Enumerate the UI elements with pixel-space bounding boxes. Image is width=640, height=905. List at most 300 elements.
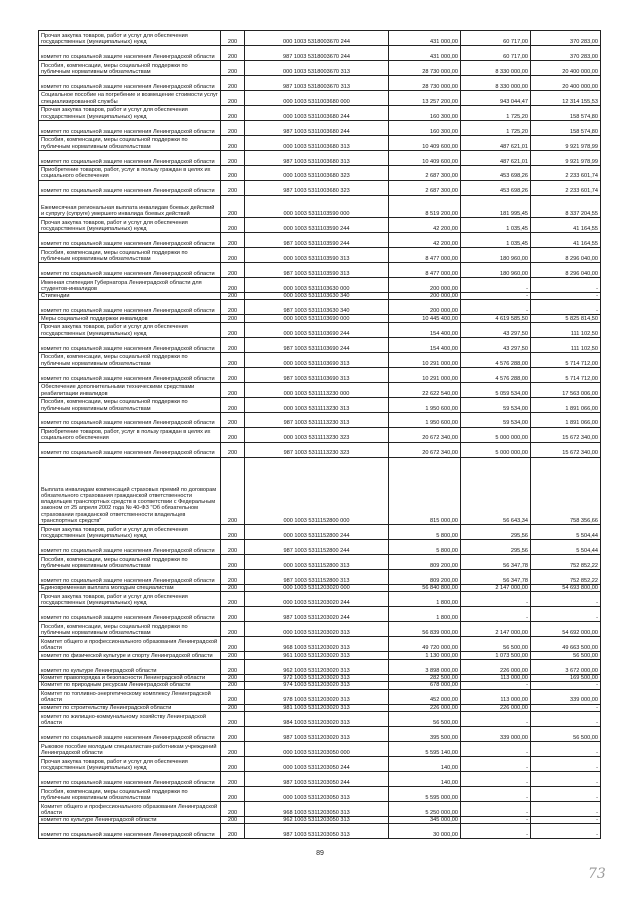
row-remaining-amount: 5 714 712,00 [531, 367, 601, 382]
row-remaining-amount: 9 921 978,99 [531, 135, 601, 150]
row-classification-code: 987 1003 5311203020 313 [245, 727, 389, 742]
row-executed-amount: 180 960,00 [461, 263, 531, 278]
row-remaining-amount: 12 314 155,53 [531, 90, 601, 105]
row-name: Выплата инвалидам компенсаций страховых премий по договорам обязательного страхования гражданской ответственности владельцев транспортных средств в соответствии с Федеральным законом от 25 апреля 2002 года № 40-ФЗ "Об обязательном страховании гражданской ответственности владельцев транспортных средств" [39, 457, 221, 524]
row-name: комитет по социальной защите населения Ленинградской области [39, 824, 221, 839]
row-name: Комитет общего и профессионального образования Ленинградской области [39, 801, 221, 816]
row-remaining-amount: 56 500,00 [531, 652, 601, 659]
row-remaining-amount: - [531, 816, 601, 823]
row-planned-amount: 154 400,00 [389, 322, 461, 337]
row-admin-code: 200 [221, 772, 245, 787]
row-classification-code: 000 1003 5311203020 313 [245, 622, 389, 637]
row-planned-amount: 42 200,00 [389, 233, 461, 248]
row-planned-amount: 5 595 140,00 [389, 742, 461, 757]
row-planned-amount: 678 000,00 [389, 682, 461, 689]
table-row [39, 150, 601, 165]
table-row [39, 180, 601, 195]
row-admin-code: 200 [221, 135, 245, 150]
table-row [39, 278, 601, 293]
row-remaining-amount: 2 233 601,74 [531, 165, 601, 180]
table-row [39, 248, 601, 263]
row-remaining-amount: - [531, 300, 601, 315]
row-classification-code: 000 1003 5311203050 000 [245, 742, 389, 757]
row-name: Пособия, компенсации, меры социальной поддержки по публичным нормативным обязательствам [39, 786, 221, 801]
row-classification-code: 000 1003 5311003680 313 [245, 135, 389, 150]
row-planned-amount: 809 200,00 [389, 554, 461, 569]
row-executed-amount: 295,56 [461, 525, 531, 540]
row-classification-code: 000 1003 5311003680 323 [245, 165, 389, 180]
table-row [39, 704, 601, 711]
row-classification-code: 987 1003 5311203050 313 [245, 824, 389, 839]
row-admin-code: 200 [221, 442, 245, 457]
row-classification-code: 987 1003 5311203050 244 [245, 772, 389, 787]
row-remaining-amount: - [531, 292, 601, 299]
row-admin-code: 200 [221, 682, 245, 689]
row-name: Прочая закупка товаров, работ и услуг для обеспечения государственных (муниципальных) нужд [39, 592, 221, 607]
table-row [39, 659, 601, 674]
row-remaining-amount: 15 672 340,00 [531, 427, 601, 442]
row-planned-amount: 226 000,00 [389, 704, 461, 711]
row-planned-amount: 56 840 800,00 [389, 584, 461, 591]
row-admin-code: 200 [221, 315, 245, 322]
row-classification-code: 000 1003 5311103690 244 [245, 322, 389, 337]
row-admin-code: 200 [221, 75, 245, 90]
row-remaining-amount: 49 663 500,00 [531, 637, 601, 652]
row-remaining-amount: 370 283,00 [531, 45, 601, 60]
row-name: комитет по культуре Ленинградской области [39, 659, 221, 674]
row-executed-amount: 43 297,50 [461, 322, 531, 337]
row-executed-amount: 2 147 000,00 [461, 622, 531, 637]
table-row [39, 233, 601, 248]
row-planned-amount: 20 672 340,00 [389, 442, 461, 457]
row-classification-code: 000 1003 5311113230 313 [245, 397, 389, 412]
row-planned-amount: 2 687 300,00 [389, 180, 461, 195]
row-remaining-amount: 158 574,80 [531, 105, 601, 120]
row-classification-code: 000 1003 5311103590 313 [245, 248, 389, 263]
row-admin-code: 200 [221, 457, 245, 524]
row-admin-code: 200 [221, 397, 245, 412]
row-planned-amount: 5 800,00 [389, 525, 461, 540]
row-name: Прочая закупка товаров, работ и услуг для обеспечения государственных (муниципальных) нужд [39, 218, 221, 233]
row-classification-code: 987 1003 5311103690 313 [245, 367, 389, 382]
row-classification-code: 987 1003 5311003680 244 [245, 120, 389, 135]
row-remaining-amount: 339 000,00 [531, 689, 601, 704]
row-executed-amount: 1 725,20 [461, 105, 531, 120]
row-planned-amount: 200 000,00 [389, 278, 461, 293]
table-row [39, 637, 601, 652]
row-admin-code: 200 [221, 233, 245, 248]
row-classification-code: 000 1003 5311103630 340 [245, 292, 389, 299]
row-remaining-amount: 8 296 040,00 [531, 248, 601, 263]
row-executed-amount: - [461, 682, 531, 689]
row-planned-amount: 282 500,00 [389, 674, 461, 681]
row-name: комитет по жилищно-коммунальному хозяйству Ленинградской области [39, 712, 221, 727]
row-remaining-amount: 169 500,00 [531, 674, 601, 681]
row-admin-code: 200 [221, 704, 245, 711]
row-name: Комитет по топливно-энергетическому комплексу Ленинградской области [39, 689, 221, 704]
row-name: Социальное пособие на погребение и возмещение стоимости услуг специализированной службы [39, 90, 221, 105]
row-executed-amount: 5 000 000,00 [461, 442, 531, 457]
table-row [39, 352, 601, 367]
row-admin-code: 200 [221, 622, 245, 637]
row-executed-amount: 43 297,50 [461, 337, 531, 352]
row-classification-code: 974 1003 5311203020 313 [245, 682, 389, 689]
row-executed-amount: - [461, 607, 531, 622]
row-remaining-amount: 15 672 340,00 [531, 442, 601, 457]
row-executed-amount: 56 643,34 [461, 457, 531, 524]
row-admin-code: 200 [221, 248, 245, 263]
table-row [39, 540, 601, 555]
row-name: комитет по социальной защите населения Ленинградской области [39, 180, 221, 195]
row-remaining-amount: - [531, 757, 601, 772]
row-name: комитет по строительству Ленинградской области [39, 704, 221, 711]
table-row [39, 322, 601, 337]
row-planned-amount: 10 409 600,00 [389, 150, 461, 165]
row-classification-code: 987 1003 5311152800 313 [245, 569, 389, 584]
table-row [39, 90, 601, 105]
row-admin-code: 200 [221, 292, 245, 299]
row-remaining-amount: - [531, 772, 601, 787]
row-executed-amount: 453 698,26 [461, 165, 531, 180]
table-row [39, 397, 601, 412]
row-classification-code: 987 1003 5311113230 313 [245, 412, 389, 427]
row-classification-code: 981 1003 5311203020 313 [245, 704, 389, 711]
row-executed-amount: 5 059 534,00 [461, 382, 531, 397]
row-remaining-amount: - [531, 712, 601, 727]
row-name: Пособия, компенсации, меры социальной поддержки по публичным нормативным обязательствам [39, 352, 221, 367]
table-row [39, 300, 601, 315]
row-admin-code: 200 [221, 652, 245, 659]
row-remaining-amount: 8 296 040,00 [531, 263, 601, 278]
table-row [39, 824, 601, 839]
table-row [39, 165, 601, 180]
row-classification-code: 987 1003 5311203020 244 [245, 607, 389, 622]
table-row [39, 382, 601, 397]
row-classification-code: 000 1003 5311113230 323 [245, 427, 389, 442]
row-remaining-amount: - [531, 592, 601, 607]
row-classification-code: 987 1003 5311103630 340 [245, 300, 389, 315]
row-classification-code: 978 1003 5311203020 313 [245, 689, 389, 704]
row-remaining-amount: 8 337 204,55 [531, 195, 601, 217]
row-planned-amount: 200 000,00 [389, 292, 461, 299]
row-name: комитет по социальной защите населения Ленинградской области [39, 607, 221, 622]
table-row [39, 427, 601, 442]
row-classification-code: 000 1003 5311203020 244 [245, 592, 389, 607]
row-remaining-amount: 5 714 712,00 [531, 352, 601, 367]
row-remaining-amount: 752 852,22 [531, 554, 601, 569]
row-planned-amount: 154 400,00 [389, 337, 461, 352]
row-name: комитет по социальной защите населения Ленинградской области [39, 45, 221, 60]
page-number: 89 [316, 850, 324, 857]
row-admin-code: 200 [221, 801, 245, 816]
row-admin-code: 200 [221, 165, 245, 180]
row-executed-amount: 226 000,00 [461, 704, 531, 711]
row-classification-code: 962 1003 5311203050 313 [245, 816, 389, 823]
row-classification-code: 987 1003 5311103690 244 [245, 337, 389, 352]
table-row [39, 554, 601, 569]
row-name: Прочая закупка товаров, работ и услуг для обеспечения государственных (муниципальных) нужд [39, 757, 221, 772]
row-classification-code: 000 1003 5311152800 244 [245, 525, 389, 540]
row-classification-code: 984 1003 5311203020 313 [245, 712, 389, 727]
row-admin-code: 200 [221, 727, 245, 742]
table-row [39, 105, 601, 120]
row-classification-code: 000 1003 5311103690 313 [245, 352, 389, 367]
row-remaining-amount: 3 672 000,00 [531, 659, 601, 674]
row-planned-amount: 452 000,00 [389, 689, 461, 704]
row-executed-amount: 453 698,26 [461, 180, 531, 195]
row-classification-code: 000 1003 5311003680 000 [245, 90, 389, 105]
table-row [39, 442, 601, 457]
row-planned-amount: 13 257 200,00 [389, 90, 461, 105]
row-name: Прочая закупка товаров, работ и услуг для обеспечения государственных (муниципальных) нужд [39, 31, 221, 46]
row-name: Именная стипендия Губернатора Ленинградской области для студентов-инвалидов [39, 278, 221, 293]
row-admin-code: 200 [221, 554, 245, 569]
row-remaining-amount: 20 400 000,00 [531, 60, 601, 75]
row-name: комитет по социальной защите населения Ленинградской области [39, 442, 221, 457]
row-remaining-amount: 370 283,00 [531, 31, 601, 46]
row-planned-amount: 10 409 600,00 [389, 135, 461, 150]
row-name: Пособия, компенсации, меры социальной поддержки по публичным нормативным обязательствам [39, 397, 221, 412]
table-row [39, 569, 601, 584]
row-executed-amount: 59 534,00 [461, 397, 531, 412]
row-remaining-amount: 41 164,55 [531, 233, 601, 248]
row-remaining-amount: - [531, 786, 601, 801]
row-planned-amount: 1 950 600,00 [389, 397, 461, 412]
row-admin-code: 200 [221, 120, 245, 135]
row-admin-code: 200 [221, 31, 245, 46]
row-executed-amount: 943 044,47 [461, 90, 531, 105]
row-admin-code: 200 [221, 689, 245, 704]
row-remaining-amount: 2 233 601,74 [531, 180, 601, 195]
row-admin-code: 200 [221, 427, 245, 442]
row-executed-amount: 4 619 585,50 [461, 315, 531, 322]
row-admin-code: 200 [221, 300, 245, 315]
budget-execution-table [38, 30, 601, 839]
row-name: Ежемесячная региональная выплата инвалидам боевых действий и супругу (супруге) умершего инвалида боевых действий [39, 195, 221, 217]
row-executed-amount: 113 000,00 [461, 674, 531, 681]
row-planned-amount: 10 291 000,00 [389, 352, 461, 367]
row-admin-code: 200 [221, 195, 245, 217]
row-planned-amount: 22 622 540,00 [389, 382, 461, 397]
row-name: комитет по социальной защите населения Ленинградской области [39, 120, 221, 135]
row-name: комитет по культуре Ленинградской области [39, 816, 221, 823]
row-executed-amount: 8 330 000,00 [461, 60, 531, 75]
row-planned-amount: 345 000,00 [389, 816, 461, 823]
table-body [39, 31, 601, 839]
row-remaining-amount: 56 500,00 [531, 727, 601, 742]
row-admin-code: 200 [221, 786, 245, 801]
row-name: Комитет правопорядка и безопасности Ленинградской области [39, 674, 221, 681]
row-classification-code: 987 1003 5311113230 323 [245, 442, 389, 457]
row-admin-code: 200 [221, 824, 245, 839]
row-classification-code: 000 1003 5311103690 000 [245, 315, 389, 322]
row-planned-amount: 30 000,00 [389, 824, 461, 839]
row-executed-amount: 339 000,00 [461, 727, 531, 742]
row-name: Обеспечение дополнительными техническими средствами реабилитации инвалидов [39, 382, 221, 397]
row-remaining-amount: 1 891 066,00 [531, 412, 601, 427]
row-planned-amount: 809 200,00 [389, 569, 461, 584]
row-remaining-amount: 752 852,22 [531, 569, 601, 584]
table-row [39, 315, 601, 322]
table-row [39, 367, 601, 382]
row-classification-code: 962 1003 5311203020 313 [245, 659, 389, 674]
row-remaining-amount: 54 692 000,00 [531, 622, 601, 637]
row-classification-code: 968 1003 5311203020 313 [245, 637, 389, 652]
row-remaining-amount: 1 891 066,00 [531, 397, 601, 412]
row-classification-code: 000 1003 5311103590 244 [245, 218, 389, 233]
row-classification-code: 987 1003 5318003670 313 [245, 75, 389, 90]
row-name: Пособия, компенсации, меры социальной поддержки по публичным нормативным обязательствам [39, 60, 221, 75]
row-planned-amount: 1 800,00 [389, 592, 461, 607]
row-classification-code: 000 1003 5311103590 000 [245, 195, 389, 217]
row-name: комитет по социальной защите населения Ленинградской области [39, 412, 221, 427]
row-admin-code: 200 [221, 540, 245, 555]
row-admin-code: 200 [221, 816, 245, 823]
row-admin-code: 200 [221, 742, 245, 757]
row-planned-amount: 10 445 400,00 [389, 315, 461, 322]
row-planned-amount: 49 720 000,00 [389, 637, 461, 652]
row-admin-code: 200 [221, 569, 245, 584]
row-name: Прочая закупка товаров, работ и услуг для обеспечения государственных (муниципальных) нужд [39, 525, 221, 540]
row-planned-amount: 56 500,00 [389, 712, 461, 727]
row-planned-amount: 28 730 000,00 [389, 60, 461, 75]
row-planned-amount: 42 200,00 [389, 218, 461, 233]
row-admin-code: 200 [221, 45, 245, 60]
row-classification-code: 000 1003 5318003670 313 [245, 60, 389, 75]
row-remaining-amount: 758 356,66 [531, 457, 601, 524]
row-executed-amount: 181 995,45 [461, 195, 531, 217]
row-planned-amount: 395 500,00 [389, 727, 461, 742]
row-planned-amount: 140,00 [389, 772, 461, 787]
row-remaining-amount: - [531, 801, 601, 816]
row-name: комитет по социальной защите населения Ленинградской области [39, 233, 221, 248]
row-classification-code: 961 1003 5311203020 313 [245, 652, 389, 659]
table-row [39, 816, 601, 823]
table-row [39, 786, 601, 801]
row-classification-code: 000 1003 5311152800 313 [245, 554, 389, 569]
row-executed-amount: 5 000 000,00 [461, 427, 531, 442]
table-row [39, 712, 601, 727]
table-row [39, 75, 601, 90]
row-executed-amount: 60 717,00 [461, 31, 531, 46]
row-admin-code: 200 [221, 263, 245, 278]
row-executed-amount: 56 347,78 [461, 554, 531, 569]
row-name: Комитет общего и профессионального образования Ленинградской области [39, 637, 221, 652]
row-name: Приобретение товаров, работ, услуг в пользу граждан в целях их социального обеспечения [39, 427, 221, 442]
row-planned-amount: 20 672 340,00 [389, 427, 461, 442]
row-executed-amount: 487 621,01 [461, 150, 531, 165]
row-classification-code: 000 1003 5311203020 000 [245, 584, 389, 591]
row-name: комитет по социальной защите населения Ленинградской области [39, 150, 221, 165]
row-name: Приобретение товаров, работ, услуг в пользу граждан в целях их социального обеспечения [39, 165, 221, 180]
row-admin-code: 200 [221, 412, 245, 427]
row-name: Меры социальной поддержки инвалидов [39, 315, 221, 322]
row-planned-amount: 2 687 300,00 [389, 165, 461, 180]
table-row [39, 337, 601, 352]
table-row [39, 292, 601, 299]
table-row [39, 457, 601, 524]
table-row [39, 652, 601, 659]
row-remaining-amount: 20 400 000,00 [531, 75, 601, 90]
row-name: Прочая закупка товаров, работ и услуг для обеспечения государственных (муниципальных) нужд [39, 322, 221, 337]
row-name: Стипендии [39, 292, 221, 299]
row-executed-amount: - [461, 801, 531, 816]
row-planned-amount: 3 898 000,00 [389, 659, 461, 674]
row-executed-amount: 113 000,00 [461, 689, 531, 704]
table-row [39, 525, 601, 540]
handwritten-page-mark: 73 [588, 866, 606, 882]
row-remaining-amount: - [531, 742, 601, 757]
row-executed-amount: - [461, 816, 531, 823]
row-executed-amount: - [461, 772, 531, 787]
table-row [39, 757, 601, 772]
row-executed-amount: 295,56 [461, 540, 531, 555]
row-admin-code: 200 [221, 278, 245, 293]
table-row [39, 135, 601, 150]
row-planned-amount: 8 477 000,00 [389, 263, 461, 278]
row-admin-code: 200 [221, 367, 245, 382]
table-row [39, 622, 601, 637]
row-executed-amount: - [461, 824, 531, 839]
row-remaining-amount: 158 574,80 [531, 120, 601, 135]
table-row [39, 60, 601, 75]
row-admin-code: 200 [221, 757, 245, 772]
row-name: комитет по социальной защите населения Ленинградской области [39, 300, 221, 315]
row-planned-amount: 140,00 [389, 757, 461, 772]
row-remaining-amount: 5 504,44 [531, 525, 601, 540]
row-executed-amount: - [461, 757, 531, 772]
row-planned-amount: 431 000,00 [389, 45, 461, 60]
row-classification-code: 000 1003 5311113230 000 [245, 382, 389, 397]
row-name: комитет по социальной защите населения Ленинградской области [39, 367, 221, 382]
row-executed-amount: 1 725,20 [461, 120, 531, 135]
row-executed-amount: 226 000,00 [461, 659, 531, 674]
row-admin-code: 200 [221, 90, 245, 105]
row-executed-amount: 56 347,78 [461, 569, 531, 584]
row-executed-amount: - [461, 300, 531, 315]
row-executed-amount: 2 147 000,00 [461, 584, 531, 591]
row-name: Комитет по природным ресурсам Ленинградской области [39, 682, 221, 689]
row-classification-code: 968 1003 5311203050 313 [245, 801, 389, 816]
row-planned-amount: 1 130 000,00 [389, 652, 461, 659]
row-remaining-amount: 54 693 800,00 [531, 584, 601, 591]
row-name: комитет по социальной защите населения Ленинградской области [39, 75, 221, 90]
row-name: Пособия, компенсации, меры социальной поддержки по публичным нормативным обязательствам [39, 248, 221, 263]
table-row [39, 772, 601, 787]
row-name: Пособия, компенсации, меры социальной поддержки по публичным нормативным обязательствам [39, 622, 221, 637]
row-planned-amount: 56 839 000,00 [389, 622, 461, 637]
row-classification-code: 987 1003 5311103590 313 [245, 263, 389, 278]
row-executed-amount: 1 035,45 [461, 233, 531, 248]
row-name: комитет по социальной защите населения Ленинградской области [39, 569, 221, 584]
row-classification-code: 000 1003 5311003680 244 [245, 105, 389, 120]
table-row [39, 674, 601, 681]
row-admin-code: 200 [221, 525, 245, 540]
row-admin-code: 200 [221, 607, 245, 622]
row-executed-amount: - [461, 786, 531, 801]
table-row [39, 742, 601, 757]
row-planned-amount: 8 519 200,00 [389, 195, 461, 217]
row-name: Рыковое пособие молодым специалистам-работникам учреждений Ленинградской области [39, 742, 221, 757]
table-row [39, 195, 601, 217]
row-name: комитет по социальной защите населения Ленинградской области [39, 727, 221, 742]
table-row [39, 45, 601, 60]
row-name: комитет по социальной защите населения Ленинградской области [39, 263, 221, 278]
row-planned-amount: 815 000,00 [389, 457, 461, 524]
row-admin-code: 200 [221, 674, 245, 681]
row-admin-code: 200 [221, 180, 245, 195]
table-row [39, 31, 601, 46]
